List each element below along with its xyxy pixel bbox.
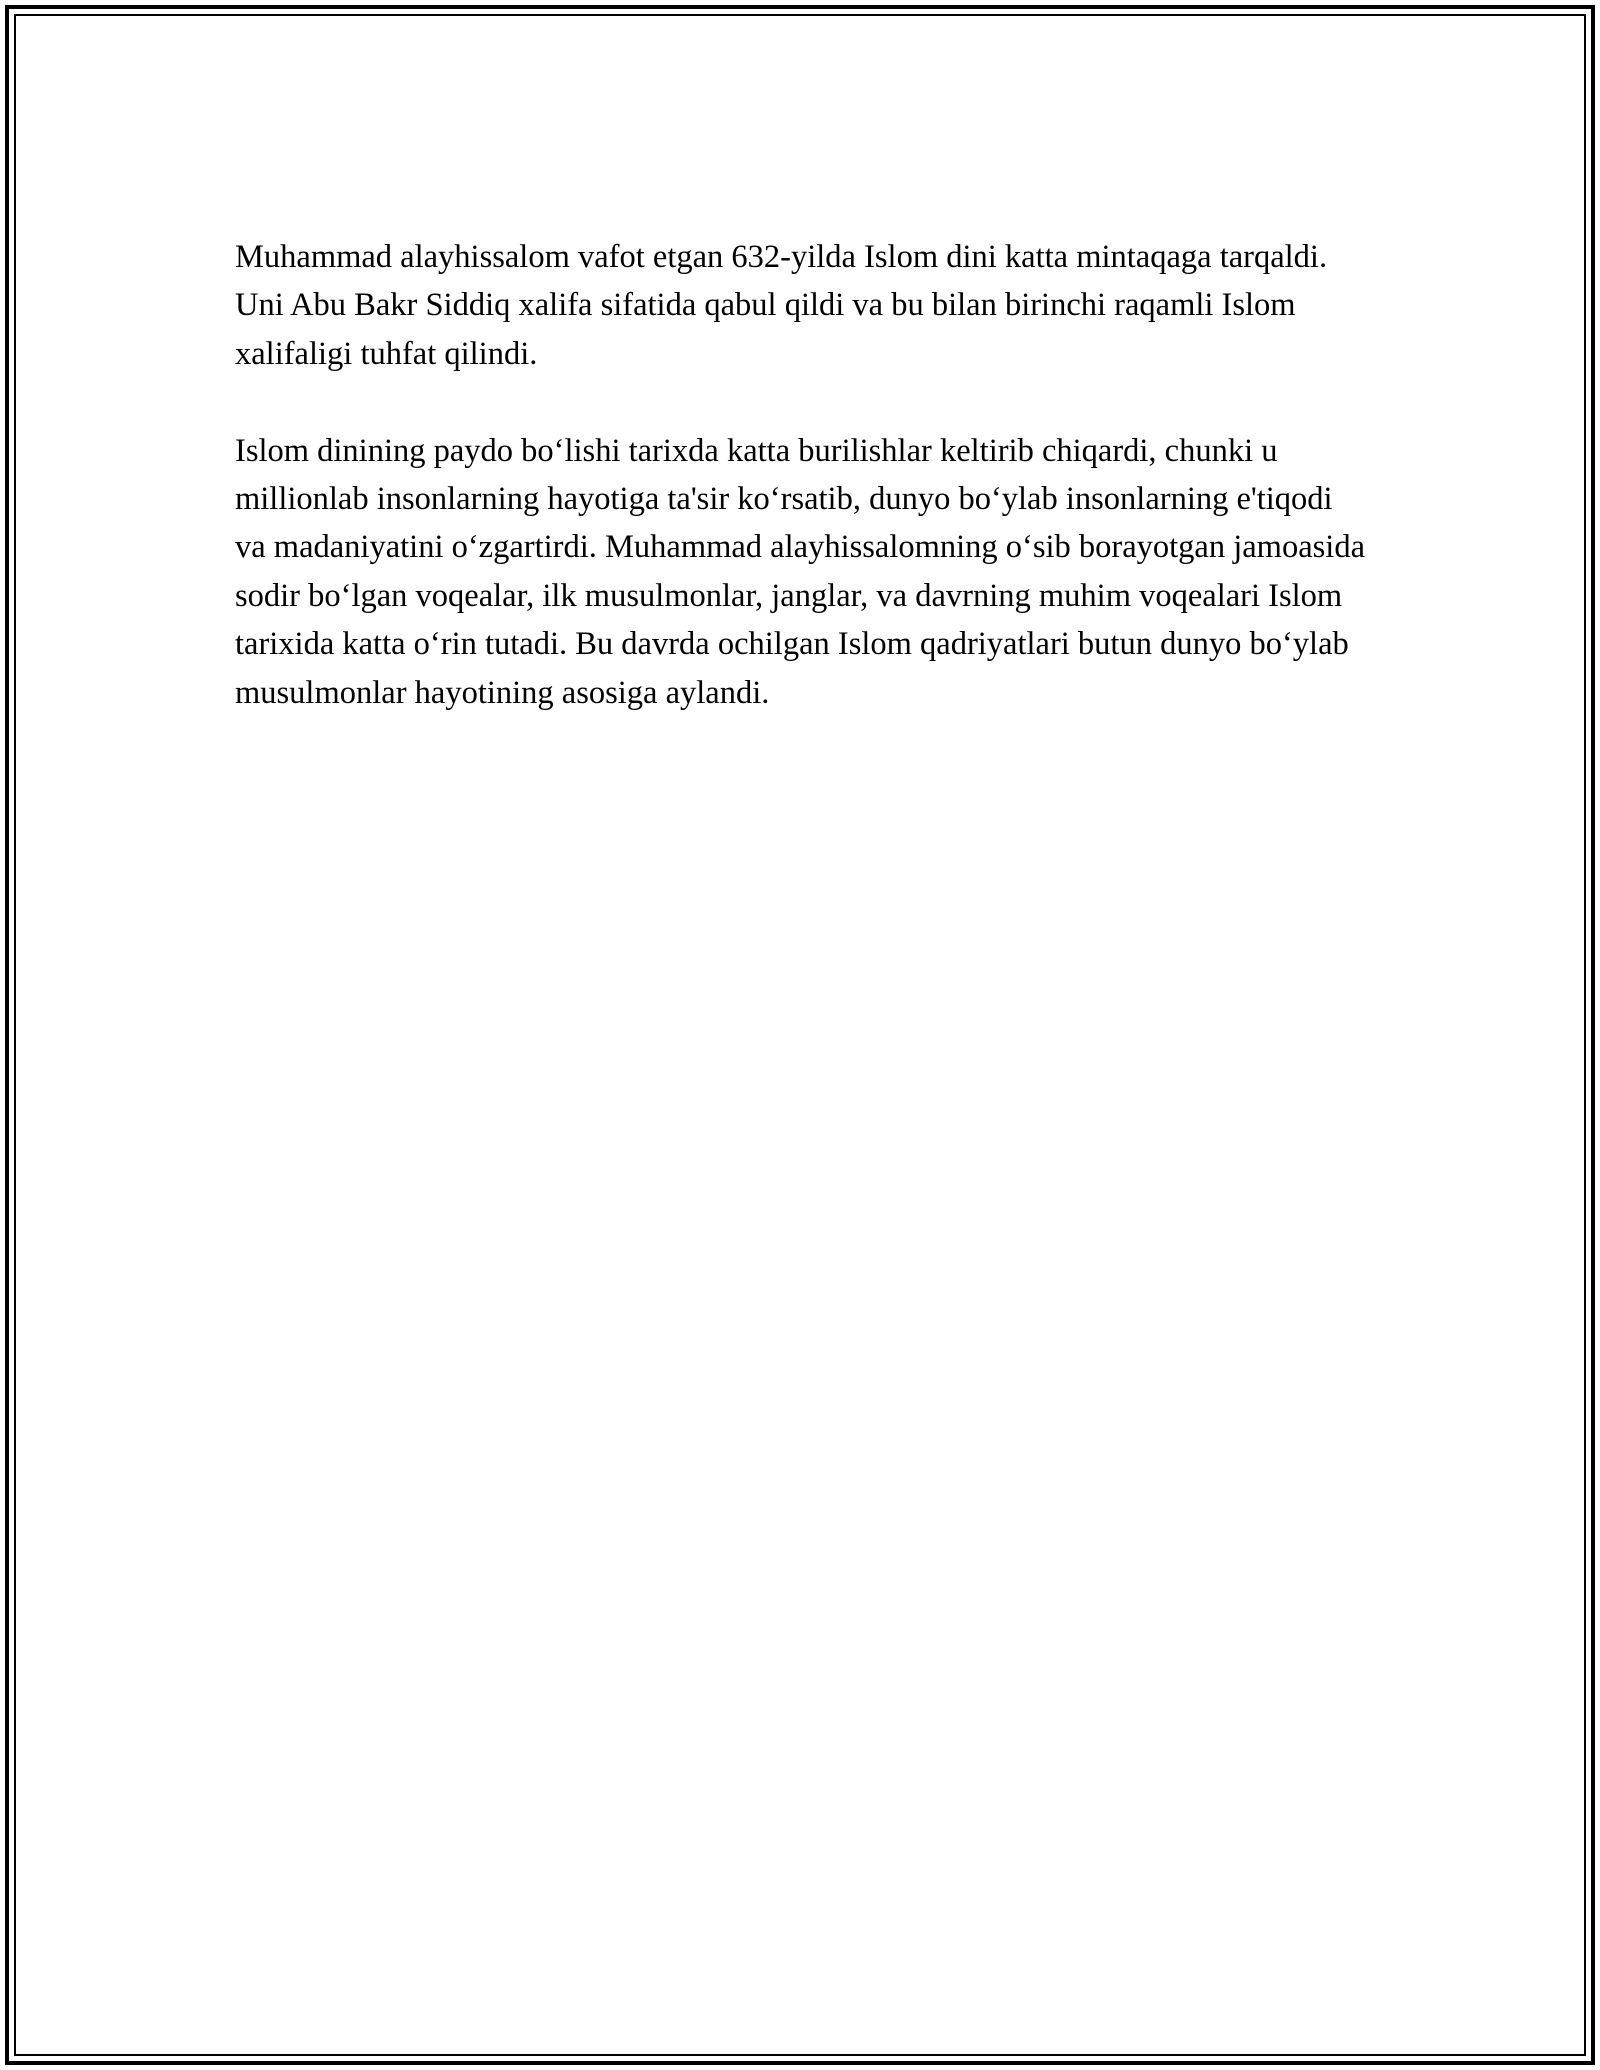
document-body [235, 233, 1365, 717]
paragraph-2: Islom dinining paydo boʻlishi tarixda katta burilishlar keltirib chiqardi, chunki u millionlab insonlarning hayotiga ta'sir koʻrsatib, dunyo boʻylab insonlarning e'tiqodi va madaniyatini oʻzgartirdi. Muhammad alayhissalomning oʻsib borayotgan jamoasida sodir boʻlgan voqealar, ilk musulmonlar, janglar, va davrning muhim voqealari Islom tarixida katta oʻrin tutadi. Bu davrda ochilgan Islom qadriyatlari butun dunyo boʻylab musulmonlar hayotining asosiga aylandi. [235, 432, 1365, 711]
paragraph-1: Muhammad alayhissalom vafot etgan 632-yilda Islom dini katta mintaqaga tarqaldi. Uni Abu Bakr Siddiq xalifa sifatida qabul qildi va bu bilan birinchi raqamli Islom xalifaligi tuhfat qilindi. [235, 239, 1328, 372]
